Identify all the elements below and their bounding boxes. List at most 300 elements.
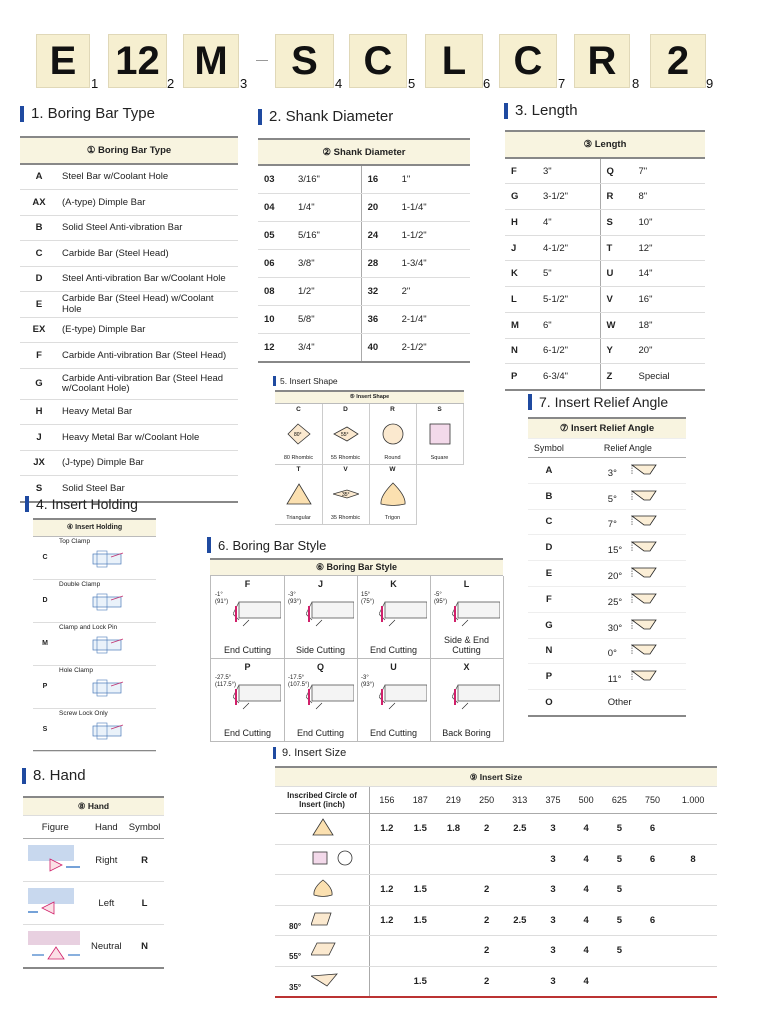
table-row: [528, 535, 686, 561]
table-row: [20, 266, 238, 292]
type-code: S: [20, 476, 58, 502]
size-value: 2: [470, 966, 503, 997]
hand-neutral-icon: [28, 929, 82, 961]
hand-symbol: R: [125, 839, 164, 882]
shape-angle-prefix: 35°: [289, 982, 302, 992]
hand-symbol: N: [125, 925, 164, 969]
length-code: Z: [600, 364, 633, 390]
relief-angle-value: 15°: [607, 545, 623, 557]
relief-angle-table: [528, 417, 686, 717]
size-value: 1.8: [437, 814, 470, 845]
size-value: [503, 936, 536, 967]
table-row: [23, 839, 164, 882]
table-row: [505, 235, 705, 261]
relief-symbol: O: [528, 690, 570, 716]
length-code: Q: [600, 158, 633, 184]
table-row: [20, 450, 238, 476]
table-header: ① Boring Bar Type: [20, 137, 238, 164]
shape-cell: [416, 404, 464, 465]
table-row: [275, 844, 717, 875]
size-value: 4: [570, 905, 603, 936]
shank-code: 24: [361, 222, 396, 250]
type-code: EX: [20, 317, 58, 343]
type-description: (E-type) Dimple Bar: [58, 317, 238, 343]
relief-angle-cell: [570, 483, 686, 509]
type-code: C: [20, 241, 58, 267]
length-code: G: [505, 184, 537, 210]
section-7-title-text: 7. Insert Relief Angle: [539, 394, 669, 410]
type-code: D: [20, 266, 58, 292]
length-value: 8": [633, 184, 706, 210]
shank-size: 5/8": [292, 306, 361, 334]
table-row: [20, 215, 238, 241]
section-bar: [258, 109, 262, 125]
section-4-title-text: 4. Insert Holding: [36, 496, 138, 512]
boring-bar-style-icon: [379, 598, 427, 632]
type-code: F: [20, 343, 58, 369]
boring-bar-type-table: [20, 136, 238, 503]
length-code: P: [505, 364, 537, 390]
size-value: 1.2: [370, 905, 404, 936]
insert-size-shape-icon: [311, 970, 355, 990]
holding-figure: [91, 721, 125, 748]
code-box-9: 2: [650, 34, 706, 88]
inscribed-circle-header: Inscribed Circle of Insert (inch): [275, 787, 370, 814]
col-figure: Figure: [23, 816, 88, 839]
bar-style-caption: Back Boring: [442, 728, 491, 738]
insert-shape-cell: [275, 936, 370, 967]
code-box-6: L: [425, 34, 483, 88]
bar-style-cell: [357, 576, 431, 659]
table-row: [20, 425, 238, 451]
shank-code: 40: [361, 334, 396, 363]
size-value: [404, 936, 437, 967]
hand-name: Left: [88, 882, 126, 925]
insert-shape-c-icon: [286, 422, 312, 446]
table-header: ④ Insert Holding: [33, 520, 156, 537]
size-value: [437, 936, 470, 967]
holding-name: Top Clamp: [59, 538, 91, 545]
size-value: [669, 905, 717, 936]
relief-angle-value: 7°: [607, 519, 617, 531]
table-row: [258, 334, 470, 363]
size-value: [503, 875, 536, 906]
size-value: [669, 966, 717, 997]
shape-cell: [275, 404, 323, 465]
relief-symbol: F: [528, 586, 570, 612]
hand-name: Neutral: [88, 925, 126, 969]
shape-caption: Round: [384, 455, 401, 461]
shank-code: 08: [258, 278, 292, 306]
insert-shape-grid: [275, 390, 464, 526]
col-symbol: Symbol: [528, 439, 570, 458]
code-box-5: C: [349, 34, 407, 88]
shape-cell: [322, 464, 370, 525]
shape-cell: [275, 464, 323, 525]
bar-style-caption: End Cutting: [296, 728, 345, 738]
relief-angle-cell: [570, 664, 686, 690]
section-9-title-text: 9. Insert Size: [282, 747, 347, 759]
size-column-header: 750: [636, 787, 669, 814]
shape-cell: [369, 464, 417, 525]
table-row: [275, 814, 717, 845]
relief-angle-value: 5°: [607, 493, 617, 505]
size-value: 1.5: [404, 966, 437, 997]
length-code: Y: [600, 338, 633, 364]
bar-style-figure: [379, 598, 427, 637]
bar-style-cell: [284, 576, 358, 659]
hand-left-icon: [28, 886, 82, 918]
size-value: 8: [669, 844, 717, 875]
length-code: V: [600, 287, 633, 313]
size-value: [669, 875, 717, 906]
bar-style-angle: 15° (75°): [361, 592, 375, 605]
size-value: [636, 936, 669, 967]
size-value: 3: [536, 966, 569, 997]
size-column-header: 625: [603, 787, 636, 814]
boring-bar-style-icon: [306, 681, 354, 715]
relief-angle-value: 20°: [607, 571, 623, 583]
bar-style-angle: -3° (93°): [361, 675, 375, 688]
length-table: [505, 130, 705, 391]
code-sub-2: 2: [167, 76, 175, 91]
table-row: [528, 638, 686, 664]
table-header: ⑧ Hand: [23, 797, 164, 816]
size-value: [503, 844, 536, 875]
holding-name: Screw Lock Only: [59, 710, 108, 717]
bar-style-angle: -1° (91°): [215, 592, 229, 605]
relief-symbol: G: [528, 612, 570, 638]
section-5-title-text: 5. Insert Shape: [280, 376, 338, 386]
svg-text:35°: 35°: [342, 492, 350, 498]
bar-style-cell: [211, 576, 285, 659]
length-value: 6-1/2": [537, 338, 600, 364]
holding-code: M: [42, 640, 48, 647]
type-code: E: [20, 292, 58, 318]
type-code: J: [20, 425, 58, 451]
insert-shape-r-icon: [380, 422, 406, 446]
size-column-header: 187: [404, 787, 437, 814]
length-value: 14": [633, 261, 706, 287]
bar-style-code: F: [244, 579, 251, 589]
shank-size: 3/16": [292, 165, 361, 194]
relief-symbol: C: [528, 509, 570, 535]
bar-style-caption: End Cutting: [223, 728, 272, 738]
code-sub-6: 6: [483, 76, 491, 91]
table-row: [528, 586, 686, 612]
hand-figure-cell: [23, 925, 88, 969]
bar-style-angle: -17.5° (107.5°): [288, 675, 310, 688]
section-9-title: [273, 747, 346, 759]
relief-symbol: N: [528, 638, 570, 664]
insert-shape-cell: [275, 875, 370, 906]
length-code: U: [600, 261, 633, 287]
length-code: R: [600, 184, 633, 210]
relief-angle-value: 3°: [607, 467, 617, 479]
clamp-diagram-icon: [91, 721, 125, 743]
size-value: [437, 875, 470, 906]
table-header: ② Shank Diameter: [258, 139, 470, 165]
shank-size: 1-3/4": [396, 250, 470, 278]
bar-style-figure: [379, 681, 427, 720]
size-value: [669, 814, 717, 845]
shank-size: 2": [396, 278, 470, 306]
length-value: 5": [537, 261, 600, 287]
length-value: 3": [537, 158, 600, 184]
length-code: K: [505, 261, 537, 287]
section-4-title: [25, 496, 138, 512]
table-row: [20, 399, 238, 425]
shape-angle-prefix: 80°: [289, 921, 302, 931]
section-bar: [25, 496, 29, 512]
shape-angle-prefix: 55°: [289, 952, 302, 962]
section-5-title: [273, 376, 338, 386]
length-value: 3-1/2": [537, 184, 600, 210]
table-header: ⑨ Insert Size: [275, 767, 717, 787]
size-value: 5: [603, 936, 636, 967]
holding-code: S: [42, 726, 48, 733]
size-value: [470, 844, 503, 875]
size-column-header: 500: [570, 787, 603, 814]
shank-code: 04: [258, 194, 292, 222]
size-value: 4: [570, 936, 603, 967]
size-value: [370, 966, 404, 997]
length-value: 5-1/2": [537, 287, 600, 313]
type-code: B: [20, 215, 58, 241]
insert-size-shape-icon: [311, 878, 355, 898]
bar-style-figure: [452, 681, 500, 720]
bar-style-angle: -5° (95°): [434, 592, 448, 605]
insert-size-shape-icon: [311, 939, 355, 959]
col-hand: Hand: [88, 816, 126, 839]
section-bar: [20, 106, 24, 122]
hand-name: Right: [88, 839, 126, 882]
code-sub-5: 5: [408, 76, 416, 91]
size-column-header: 1.000: [669, 787, 717, 814]
length-code: M: [505, 312, 537, 338]
type-description: Solid Steel Anti-vibration Bar: [58, 215, 238, 241]
section-bar: [207, 537, 211, 553]
shank-code: 06: [258, 250, 292, 278]
relief-angle-value: Other: [607, 697, 632, 709]
size-value: [503, 966, 536, 997]
size-value: 4: [570, 844, 603, 875]
relief-angle-icon: [630, 539, 658, 553]
length-code: T: [600, 235, 633, 261]
relief-symbol: E: [528, 561, 570, 587]
table-row: [275, 875, 717, 906]
bar-style-code: L: [463, 579, 470, 589]
shank-size: 5/16": [292, 222, 361, 250]
code-box-8: R: [574, 34, 630, 88]
size-value: 2: [470, 875, 503, 906]
relief-symbol: P: [528, 664, 570, 690]
length-value: 4": [537, 210, 600, 236]
size-value: [603, 966, 636, 997]
shape-caption: Triangular: [286, 515, 311, 521]
type-description: (A-type) Dimple Bar: [58, 190, 238, 216]
relief-angle-icon: [630, 668, 658, 682]
code-box-3: M: [183, 34, 239, 88]
bar-style-figure: [452, 598, 500, 637]
relief-angle-value: 25°: [607, 596, 623, 608]
section-bar: [273, 376, 276, 386]
shape-caption: 55 Rhombic: [330, 455, 361, 461]
holding-name: Double Clamp: [59, 581, 101, 588]
shank-size: 3/8": [292, 250, 361, 278]
bar-style-angle: -27.5° (117.5°): [215, 675, 236, 688]
type-code: A: [20, 164, 58, 190]
relief-angle-value: 30°: [607, 622, 623, 634]
insert-shape-w-icon: [380, 482, 406, 506]
boring-bar-style-icon: [379, 681, 427, 715]
size-value: 2.5: [503, 814, 536, 845]
bar-style-caption: End Cutting: [369, 728, 418, 738]
bar-style-figure: [306, 598, 354, 637]
size-value: 4: [570, 814, 603, 845]
shank-code: 10: [258, 306, 292, 334]
code-box-2: 12: [108, 34, 167, 88]
insert-holding-header: [33, 518, 156, 537]
table-row: [528, 664, 686, 690]
clamp-diagram-icon: [91, 549, 125, 571]
section-8-title-text: 8. Hand: [33, 767, 86, 784]
size-value: 6: [636, 814, 669, 845]
table-row: [20, 317, 238, 343]
bar-style-figure: [233, 598, 281, 637]
code-sub-4: 4: [335, 76, 343, 91]
holding-figure: [91, 678, 125, 705]
insert-shape-cell: [275, 844, 370, 875]
relief-angle-cell: [570, 690, 686, 716]
length-value: 20": [633, 338, 706, 364]
relief-symbol: D: [528, 535, 570, 561]
relief-angle-icon: [630, 488, 658, 502]
boring-bar-style-icon: [233, 598, 281, 632]
table-row: [275, 966, 717, 997]
type-code: JX: [20, 450, 58, 476]
table-row: [505, 261, 705, 287]
table-row: [528, 561, 686, 587]
shank-size: 1/2": [292, 278, 361, 306]
insert-size-table: [275, 766, 717, 998]
size-value: 3: [536, 875, 569, 906]
type-description: Solid Steel Bar: [58, 476, 238, 502]
bar-style-angle: -3° (93°): [288, 592, 302, 605]
table-row: [505, 184, 705, 210]
size-value: [437, 905, 470, 936]
size-value: 3: [536, 905, 569, 936]
bar-style-caption: End Cutting: [223, 645, 272, 655]
insert-shape-t-icon: [286, 482, 312, 506]
section-bar: [504, 103, 508, 119]
length-code: L: [505, 287, 537, 313]
hand-figure-cell: [23, 882, 88, 925]
table-row: [20, 343, 238, 369]
size-value: 1.2: [370, 814, 404, 845]
size-value: 3: [536, 844, 569, 875]
hand-figure-cell: [23, 839, 88, 882]
shank-code: 12: [258, 334, 292, 363]
table-row: [20, 292, 238, 318]
size-value: 5: [603, 905, 636, 936]
shank-size: 3/4": [292, 334, 361, 363]
size-value: 2.5: [503, 905, 536, 936]
size-column-header: 156: [370, 787, 404, 814]
length-value: 6": [537, 312, 600, 338]
holding-code: D: [42, 597, 48, 604]
length-value: 4-1/2": [537, 235, 600, 261]
table-row: [258, 278, 470, 306]
type-description: Carbide Anti-vibration Bar (Steel Head): [58, 343, 238, 369]
insert-shape-cell: [275, 905, 370, 936]
size-value: 5: [603, 814, 636, 845]
section-1-title: [20, 105, 155, 122]
size-value: 2: [470, 936, 503, 967]
size-value: 6: [636, 844, 669, 875]
shank-size: 2-1/4": [396, 306, 470, 334]
size-value: [636, 875, 669, 906]
code-sub-9: 9: [706, 76, 714, 91]
holding-code: C: [42, 554, 48, 561]
bar-style-cell: [357, 659, 431, 742]
length-value: Special: [633, 364, 706, 390]
relief-angle-value: 11°: [607, 674, 622, 686]
table-row: [275, 905, 717, 936]
size-value: 1.2: [370, 875, 404, 906]
table-row: [20, 190, 238, 216]
code-box-4: S: [275, 34, 334, 88]
svg-text:80°: 80°: [294, 432, 302, 438]
holding-row: [33, 622, 156, 666]
svg-text:55°: 55°: [341, 432, 349, 438]
size-value: 3: [536, 814, 569, 845]
type-description: Carbide Anti-vibration Bar (Steel Head w/Coolant Hole): [58, 368, 238, 399]
length-value: 10": [633, 210, 706, 236]
table-header: ⑤ Insert Shape: [275, 392, 464, 404]
holding-code: P: [42, 683, 48, 690]
insert-shape-cell: [275, 814, 370, 845]
size-column-header: 219: [437, 787, 470, 814]
table-row: [505, 364, 705, 390]
relief-angle-icon: [630, 642, 658, 656]
code-sub-1: 1: [91, 76, 99, 91]
size-value: 5: [603, 844, 636, 875]
length-value: 12": [633, 235, 706, 261]
clamp-diagram-icon: [91, 635, 125, 657]
size-value: [404, 844, 437, 875]
relief-symbol: B: [528, 483, 570, 509]
col-relief-angle: Relief Angle: [570, 439, 686, 458]
shape-caption: 80 Rhombic: [283, 455, 314, 461]
size-column-header: 313: [503, 787, 536, 814]
type-code: AX: [20, 190, 58, 216]
type-description: Carbide Bar (Steel Head) w/Coolant Hole: [58, 292, 238, 318]
table-row: [258, 306, 470, 334]
relief-angle-icon: [630, 591, 658, 605]
shape-code: C: [296, 406, 301, 413]
holding-figure: [91, 592, 125, 619]
code-sub-8: 8: [632, 76, 640, 91]
table-row: [258, 250, 470, 278]
shank-code: 16: [361, 165, 396, 194]
relief-symbol: A: [528, 458, 570, 484]
holding-row: [33, 536, 156, 580]
shank-size: 2-1/2": [396, 334, 470, 363]
section-8-title: [22, 767, 86, 784]
shank-code: 36: [361, 306, 396, 334]
shank-code: 03: [258, 165, 292, 194]
